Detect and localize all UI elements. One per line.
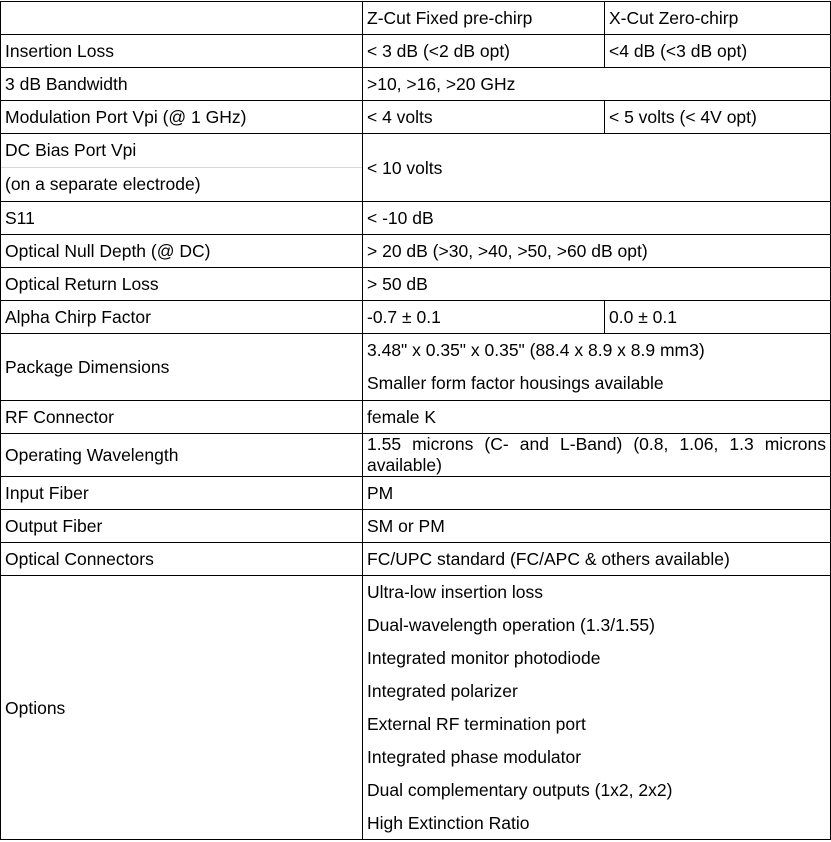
row-value: 1.55 microns (C- and L-Band) (0.8, 1.06, 1.3 microns available) (363, 434, 831, 477)
header-z-cut: Z-Cut Fixed pre-chirp (363, 2, 605, 35)
list-item: Dual-wavelength operation (1.3/1.55) (367, 615, 655, 635)
row-label: Operating Wavelength (1, 434, 363, 477)
row-value: > 50 dB (363, 268, 831, 301)
row-label (1, 134, 363, 202)
row-label: Optical Connectors (1, 543, 363, 576)
header-blank-cell (1, 2, 363, 35)
list-item: High Extinction Ratio (367, 813, 530, 833)
table-row (1, 434, 831, 477)
row-value: < 10 volts (363, 134, 831, 202)
row-value: female K (363, 401, 831, 434)
row-label: Options (1, 576, 363, 840)
z-cut-value: -0.7 ± 0.1 (363, 301, 605, 334)
table-row (1, 35, 831, 68)
table-row (1, 202, 831, 235)
table-row (1, 268, 831, 301)
table-row (1, 68, 831, 101)
row-label: Alpha Chirp Factor (1, 301, 363, 334)
table-row (1, 401, 831, 434)
header-x-cut: X-Cut Zero-chirp (605, 2, 831, 35)
table-row (1, 101, 831, 134)
row-label: S11 (1, 202, 363, 235)
table-row (1, 477, 831, 510)
list-item: Integrated phase modulator (367, 747, 582, 767)
options-list (363, 576, 831, 840)
dc-bias-label-line2: (on a separate electrode) (1, 167, 362, 201)
table-row (1, 543, 831, 576)
list-item: Integrated polarizer (367, 681, 518, 701)
row-value: >10, >16, >20 GHz (363, 68, 831, 101)
package-line1: 3.48" x 0.35" x 0.35" (88.4 x 8.9 x 8.9 mm3) (367, 340, 705, 360)
row-label: Input Fiber (1, 477, 363, 510)
table-row (1, 301, 831, 334)
z-cut-value: < 4 volts (363, 101, 605, 134)
z-cut-value: < 3 dB (<2 dB opt) (363, 35, 605, 68)
table-row (1, 334, 831, 401)
table-row (1, 235, 831, 268)
header-row (1, 2, 831, 35)
list-item: Dual complementary outputs (1x2, 2x2) (367, 780, 673, 800)
x-cut-value: 0.0 ± 0.1 (605, 301, 831, 334)
row-label: RF Connector (1, 401, 363, 434)
list-item: Ultra-low insertion loss (367, 582, 544, 602)
table-row (1, 510, 831, 543)
row-label: Output Fiber (1, 510, 363, 543)
row-value: < -10 dB (363, 202, 831, 235)
row-value: SM or PM (363, 510, 831, 543)
list-item: Integrated monitor photodiode (367, 648, 601, 668)
dc-bias-label-line1: DC Bias Port Vpi (5, 140, 137, 160)
table-row (1, 576, 831, 840)
list-item: External RF termination port (367, 714, 586, 734)
row-label: Modulation Port Vpi (@ 1 GHz) (1, 101, 363, 134)
row-label: 3 dB Bandwidth (1, 68, 363, 101)
row-label: Optical Null Depth (@ DC) (1, 235, 363, 268)
x-cut-value: < 5 volts (< 4V opt) (605, 101, 831, 134)
x-cut-value: <4 dB (<3 dB opt) (605, 35, 831, 68)
row-label: Insertion Loss (1, 35, 363, 68)
package-line2: Smaller form factor housings available (367, 373, 664, 393)
row-value: > 20 dB (>30, >40, >50, >60 dB opt) (363, 235, 831, 268)
row-label: Optical Return Loss (1, 268, 363, 301)
row-label: Package Dimensions (1, 334, 363, 401)
row-value: PM (363, 477, 831, 510)
row-value: FC/UPC standard (FC/APC & others available) (363, 543, 831, 576)
specifications-table (0, 1, 831, 840)
table-row (1, 134, 831, 202)
row-value (363, 334, 831, 401)
